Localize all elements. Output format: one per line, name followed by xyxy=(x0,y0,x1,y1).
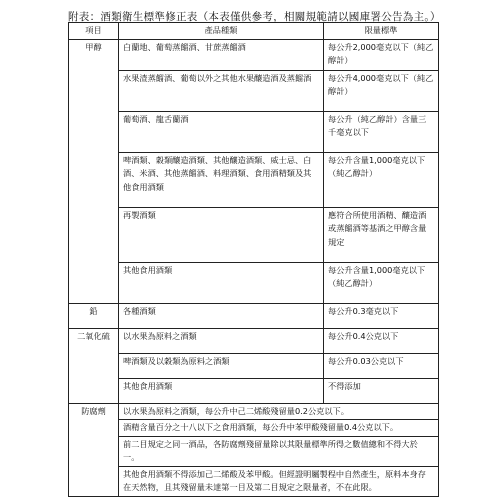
category-methanol: 甲醇 xyxy=(69,39,119,303)
table-row xyxy=(69,111,439,152)
table-header-row xyxy=(69,23,439,40)
category-sulfur-dioxide: 二氧化硫 xyxy=(69,328,119,403)
product-cell: 再製酒類 xyxy=(119,207,324,262)
header-limit-standard: 限量標準 xyxy=(324,23,439,40)
table-row xyxy=(69,436,439,466)
standards-table xyxy=(68,22,439,497)
product-cell: 啤酒類、穀類釀造酒類、其他釀造酒類、威士忌、白酒、米酒、其他蒸餾酒、料理酒類、食用酒精類及其他食用酒類 xyxy=(119,152,324,207)
limit-cell: 應符合所使用酒精、釀造酒或蒸餾酒等基酒之甲醇含量規定 xyxy=(324,207,439,262)
table-caption: 附表：酒類衛生標準修正表（本表僅供參考，相關規範請以國庫署公告為主。） xyxy=(68,11,441,23)
table-row xyxy=(69,403,439,420)
table-row xyxy=(69,378,439,403)
product-cell: 其他食用酒類 xyxy=(119,378,324,403)
limit-cell: 不得添加 xyxy=(324,378,439,403)
table-row xyxy=(69,353,439,378)
limit-cell: 每公升4,000毫克以下（純乙醇計） xyxy=(324,70,439,111)
limit-cell: 每公升含量1,000毫克以下（純乙醇計） xyxy=(324,262,439,303)
limit-cell: 每公升0.3毫克以下 xyxy=(324,303,439,328)
table-row xyxy=(69,152,439,207)
table-row xyxy=(69,207,439,262)
preservative-rule: 前二目規定之同一酒品，各防腐劑殘留量除以其限量標準所得之數值總和不得大於一。 xyxy=(119,436,439,466)
table-row xyxy=(69,70,439,111)
preservative-rule: 酒精含量百分之十八以下之食用酒類，每公升中苯甲酸殘留量0.4公克以下。 xyxy=(119,420,439,437)
category-preservatives: 防腐劑 xyxy=(69,403,119,496)
header-item: 項目 xyxy=(69,23,119,40)
limit-cell: 每公升0.03公克以下 xyxy=(324,353,439,378)
limit-cell: 每公升0.4公克以下 xyxy=(324,328,439,353)
limit-cell: 每公升含量1,000毫克以下（純乙醇計） xyxy=(324,152,439,207)
product-cell: 各種酒類 xyxy=(119,303,324,328)
table-row xyxy=(69,303,439,328)
table-row xyxy=(69,466,439,496)
preservative-rule: 以水果為原料之酒類，每公升中己二烯酸殘留量0.2公克以下。 xyxy=(119,403,439,420)
product-cell: 其他食用酒類 xyxy=(119,262,324,303)
product-cell: 啤酒類及以穀類為原料之酒類 xyxy=(119,353,324,378)
product-cell: 以水果為原料之酒類 xyxy=(119,328,324,353)
table-row xyxy=(69,328,439,353)
limit-cell: 每公升（純乙醇計）含量三千毫克以下 xyxy=(324,111,439,152)
header-product-type: 產品種類 xyxy=(119,23,324,40)
limit-cell: 每公升2,000毫克以下（純乙醇計） xyxy=(324,39,439,70)
table-row xyxy=(69,262,439,303)
product-cell: 葡萄酒、龍舌蘭酒 xyxy=(119,111,324,152)
category-lead: 鉛 xyxy=(69,303,119,328)
product-cell: 白蘭地、葡萄蒸餾酒、甘蔗蒸餾酒 xyxy=(119,39,324,70)
table-row xyxy=(69,420,439,437)
table-row xyxy=(69,39,439,70)
product-cell: 水果渣蒸餾酒、葡萄以外之其他水果釀造酒及蒸餾酒 xyxy=(119,70,324,111)
preservative-rule: 其他食用酒類不得添加己二烯酸及苯甲酸。但經證明屬製程中自然產生，原料本身存在天然物，且其殘留量未達第一目及第二目規定之限量者，不在此限。 xyxy=(119,466,439,496)
